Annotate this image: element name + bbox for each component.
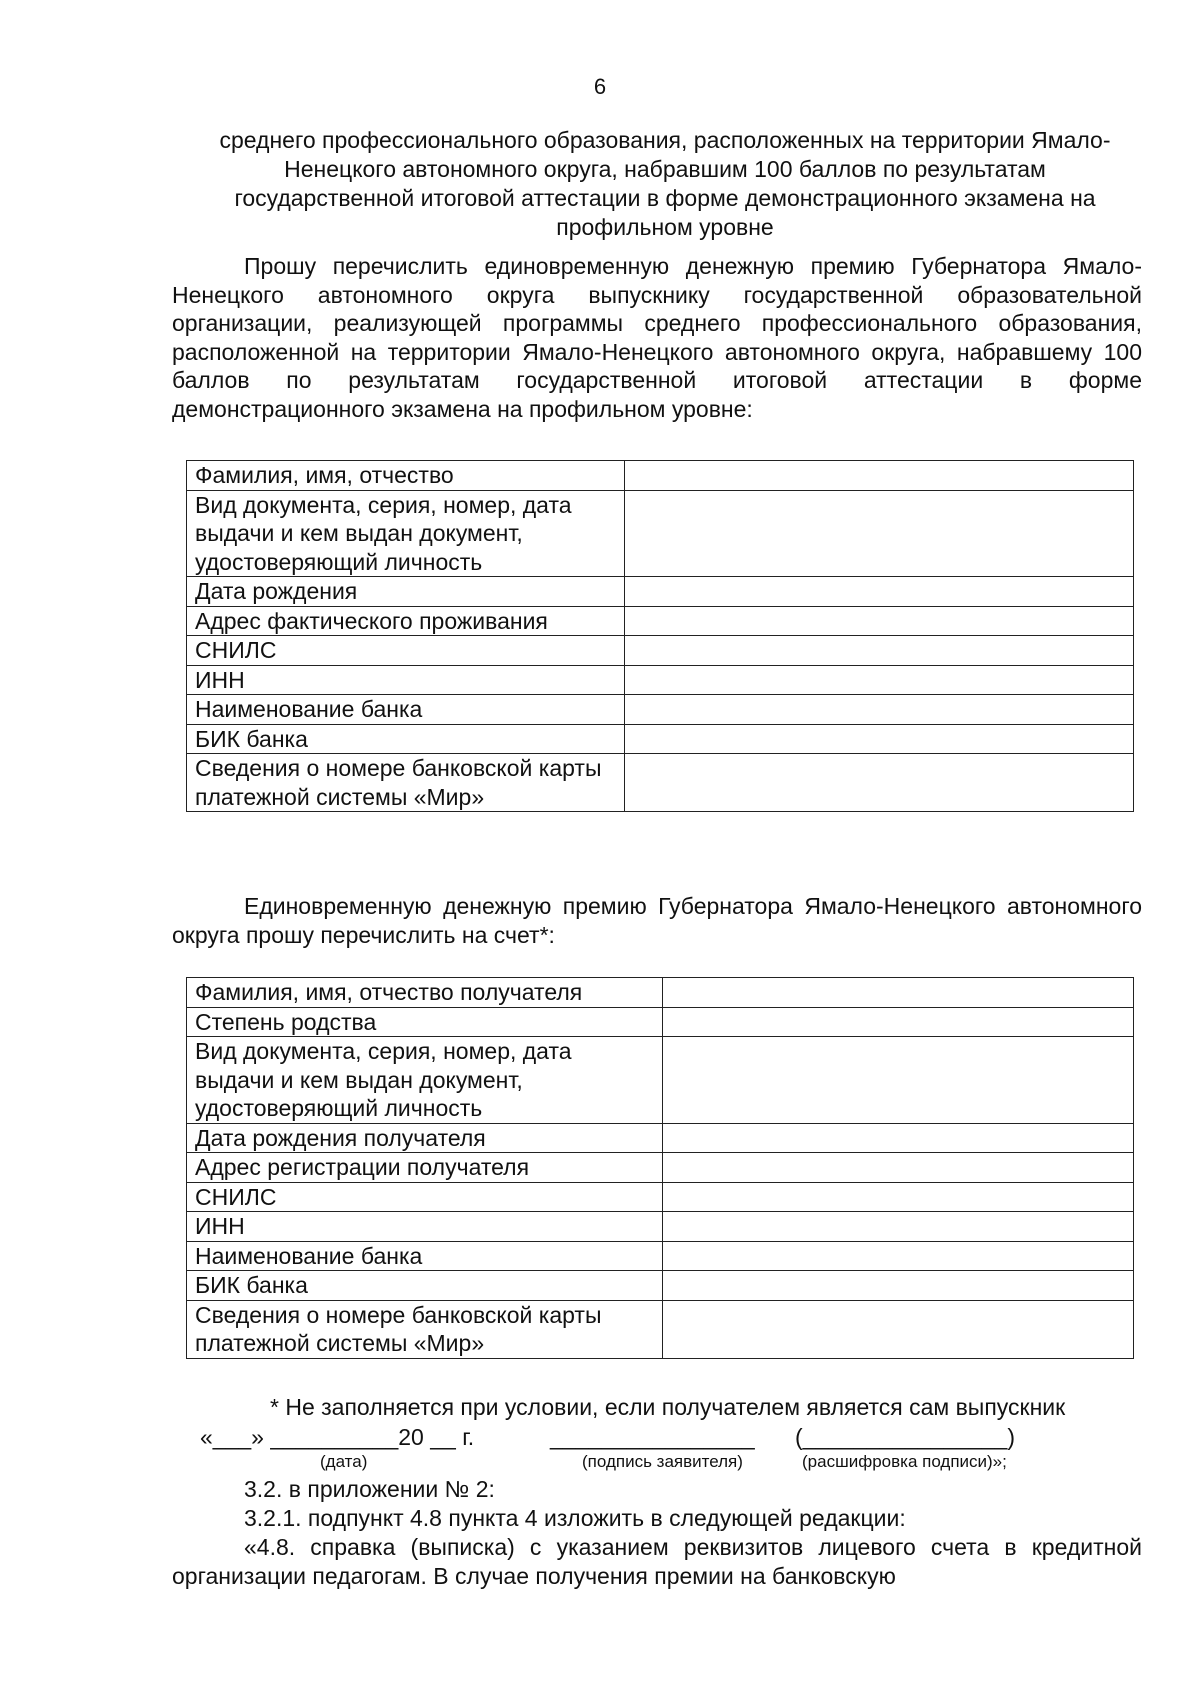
signature-row [200,1423,1100,1453]
row-label: Вид документа, серия, номер, дата выдачи и кем выдан документ, удостоверяющий личность [187,1037,663,1124]
value-cell[interactable] [662,1182,1133,1212]
value-cell[interactable] [624,724,1133,754]
value-cell[interactable] [662,978,1133,1008]
table-row [187,1271,1134,1301]
account-paragraph [172,892,1142,949]
signature-label: (подпись заявителя) [582,1452,743,1471]
value-cell[interactable] [624,695,1133,725]
table-row [187,665,1134,695]
request-paragraph [172,252,1142,423]
value-cell[interactable] [662,1007,1133,1037]
row-label: Сведения о номере банковской карты платежной системы «Мир» [187,754,625,812]
row-label: Наименование банка [187,1241,663,1271]
value-cell[interactable] [624,606,1133,636]
item-3-2-1: 3.2.1. подпункт 4.8 пункта 4 изложить в следующей редакции: [244,1505,906,1531]
value-cell[interactable] [624,665,1133,695]
table-row [187,636,1134,666]
row-label: ИНН [187,665,625,695]
row-label: Фамилия, имя, отчество получателя [187,978,663,1008]
table-row [187,1153,1134,1183]
footnote: * Не заполняется при условии, если получателем является сам выпускник [270,1394,1066,1420]
table-row [187,754,1134,812]
request-paragraph-text: Прошу перечислить единовременную денежную премию Губернатора Ямало-Ненецкого автономного округа выпускнику государственной образовательной организации, реализующей программы среднего профессионального образования, расположенной на территории Ямало-Ненецкого автономного округа, набравшему 100 баллов по результатам государственной итоговой аттестации в форме демонстрационного экзамена на профильном уровне: [172,253,1142,422]
table-row [187,1037,1134,1124]
table-row [187,577,1134,607]
item-4-8-text: «4.8. справка (выписка) с указанием реквизитов лицевого счета в кредитной организации педагогам. В случае получения премии на банковскую [172,1534,1142,1589]
table-row [187,461,1134,491]
row-label: БИК банка [187,1271,663,1301]
value-cell[interactable] [662,1241,1133,1271]
table-row [187,1182,1134,1212]
row-label: Адрес регистрации получателя [187,1153,663,1183]
table-row [187,1007,1134,1037]
row-label: СНИЛС [187,1182,663,1212]
value-cell[interactable] [624,461,1133,491]
value-cell[interactable] [624,754,1133,812]
table-row [187,606,1134,636]
signature-decode-label: (расшифровка подписи)»; [802,1452,1007,1471]
heading: среднего профессионального образования, расположенных на территории Ямало-Ненецкого автономного округа, набравшим 100 баллов по результатам государственной итоговой аттестации в форме демонстрационного экзамена на профильном уровне [219,127,1111,240]
value-cell[interactable] [662,1153,1133,1183]
row-label: Сведения о номере банковской карты платежной системы «Мир» [187,1300,663,1358]
row-label: ИНН [187,1212,663,1242]
row-label: Дата рождения получателя [187,1123,663,1153]
row-label: Наименование банка [187,695,625,725]
value-cell[interactable] [624,636,1133,666]
value-cell[interactable] [662,1212,1133,1242]
value-cell[interactable] [624,490,1133,577]
account-paragraph-text: Единовременную денежную премию Губернатора Ямало-Ненецкого автономного округа прошу перечислить на счет*: [172,893,1142,948]
row-label: БИК банка [187,724,625,754]
row-label: Вид документа, серия, номер, дата выдачи и кем выдан документ, удостоверяющий личность [187,490,625,577]
value-cell[interactable] [662,1123,1133,1153]
row-label: СНИЛС [187,636,625,666]
table-row [187,1123,1134,1153]
table-row [187,1241,1134,1271]
table-row [187,695,1134,725]
table-row [187,724,1134,754]
value-cell[interactable] [662,1271,1133,1301]
table-row [187,978,1134,1008]
graduate-table [186,460,1134,812]
date-label: (дата) [320,1452,368,1471]
page-number: 6 [593,74,607,99]
row-label: Фамилия, имя, отчество [187,461,625,491]
value-cell[interactable] [662,1300,1133,1358]
row-label: Адрес фактического проживания [187,606,625,636]
value-cell[interactable] [662,1037,1133,1124]
date-line[interactable]: «___» __________20 __ г. [200,1424,475,1450]
recipient-table [186,977,1134,1359]
value-cell[interactable] [624,577,1133,607]
table-row [187,1212,1134,1242]
row-label: Степень родства [187,1007,663,1037]
table-row [187,490,1134,577]
item-4-8-paragraph [172,1533,1142,1590]
table-row [187,1300,1134,1358]
signature-labels [200,1452,1100,1474]
signature-decode-line[interactable]: (________________) [795,1424,1015,1450]
item-3-2: 3.2. в приложении № 2: [244,1476,495,1502]
row-label: Дата рождения [187,577,625,607]
signature-line[interactable]: ________________ [550,1424,755,1450]
